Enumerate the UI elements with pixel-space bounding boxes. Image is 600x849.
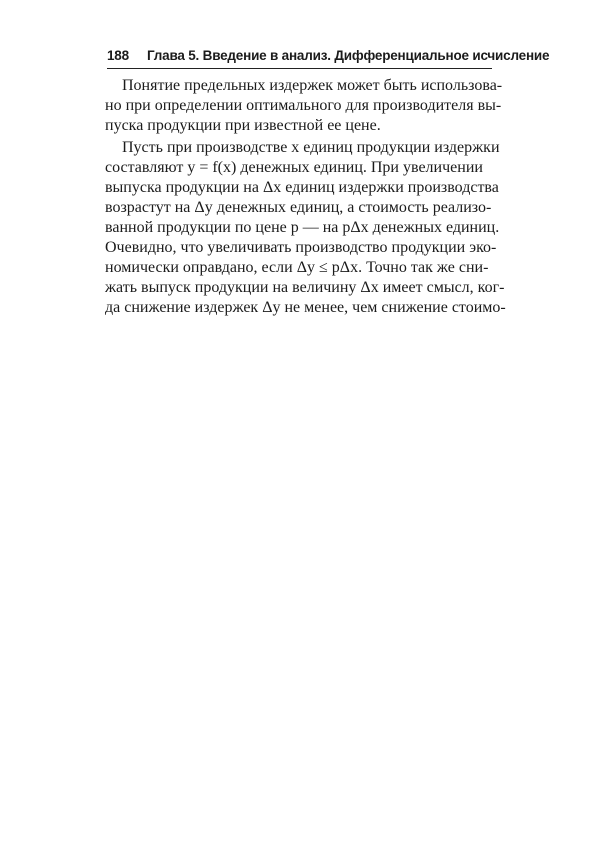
text-line: жать выпуск продукции на величину Δx имеет смысл, ког- — [105, 279, 505, 296]
text-line: ванной продукции по цене p — на pΔx денежных единиц. — [105, 219, 500, 236]
text-line: номически оправдано, если Δy ≤ pΔx. Точно так же сни- — [105, 259, 489, 276]
text-line: Понятие предельных издержек может быть использова- — [122, 77, 503, 94]
running-header — [107, 48, 550, 69]
text-line: пуска продукции при известной ее цене. — [105, 117, 381, 134]
text-line: но при определении оптимального для производителя вы- — [105, 97, 502, 114]
text-line: Очевидно, что увеличивать производство продукции эко- — [105, 239, 497, 256]
text-line: Пусть при производстве x единиц продукции издержки — [122, 139, 500, 156]
chapter-title: Глава 5. Введение в анализ. Дифференциальное исчисление — [147, 48, 550, 63]
text-line: да снижение издержек Δy не менее, чем снижение стоимо- — [105, 299, 506, 316]
text-line: составляют y = f(x) денежных единиц. При увеличении — [105, 159, 483, 176]
text-line: возрастут на Δy денежных единиц, а стоимость реализо- — [105, 199, 492, 216]
page-number: 188 — [107, 48, 129, 63]
text-line: выпуска продукции на Δx единиц издержки производства — [105, 179, 499, 196]
